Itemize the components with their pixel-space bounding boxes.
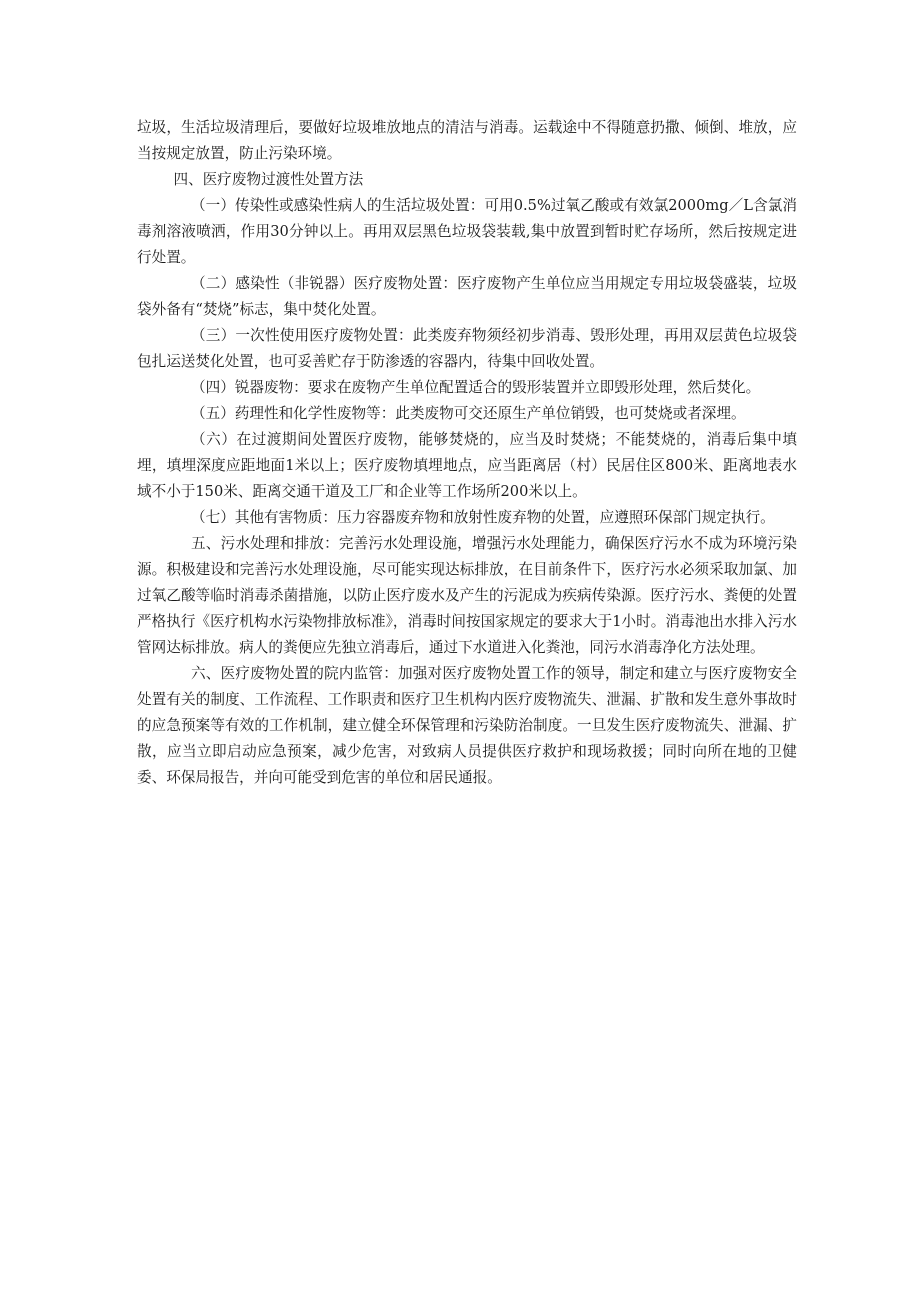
paragraph-item-7: （七）其他有害物质：压力容器废弃物和放射性废弃物的处置，应遵照环保部门规定执行。 xyxy=(191,509,775,526)
paragraph-item-5: （五）药理性和化学性废物等：此类废物可交还原生产单位销毁，也可焚烧或者深埋。 xyxy=(191,405,746,422)
section-heading-4: 四、医疗废物过渡性处置方法 xyxy=(173,171,364,188)
paragraph-item-1: （一）传染性或感染性病人的生活垃圾处置：可用0.5%过氧乙酸或有效氯2000mg／L含氯消毒剂溶液喷洒，作用30分钟以上。再用双层黑色垃圾袋装载,集中放置到暂时贮存场所，然后按规定进行处置。 xyxy=(137,197,797,266)
document-page xyxy=(137,115,797,791)
section-6-supervision: 六、医疗废物处置的院内监管：加强对医疗废物处置工作的领导，制定和建立与医疗废物安全处置有关的制度、工作流程、工作职责和医疗卫生机构内医疗废物流失、泄漏、扩散和发生意外事故时的应急预案等有效的工作机制，建立健全环保管理和污染防治制度。一旦发生医疗废物流失、泄漏、扩散，应当立即启动应急预案，减少危害，对致病人员提供医疗救护和现场救援；同时向所在地的卫健委、环保局报告，并向可能受到危害的单位和居民通报。 xyxy=(137,665,797,786)
paragraph-item-2: （二）感染性（非锐器）医疗废物处置：医疗废物产生单位应当用规定专用垃圾袋盛装，垃圾袋外备有“焚烧”标志，集中焚化处置。 xyxy=(137,275,797,318)
paragraph-item-4: （四）锐器废物：要求在废物产生单位配置适合的毁形装置并立即毁形处理，然后焚化。 xyxy=(191,379,761,396)
section-5-wastewater: 五、污水处理和排放：完善污水处理设施，增强污水处理能力，确保医疗污水不成为环境污染源。积极建设和完善污水处理设施，尽可能实现达标排放，在目前条件下，医疗污水必须采取加氯、加过氧乙酸等临时消毒杀菌措施，以防止医疗废水及产生的污泥成为疾病传染源。医疗污水、粪便的处置严格执行《医疗机构水污染物排放标准》，消毒时间按国家规定的要求大于1小时。消毒池出水排入污水管网达标排放。病人的粪便应先独立消毒后，通过下水道进入化粪池，同污水消毒净化方法处理。 xyxy=(137,535,797,656)
paragraph-item-6: （六）在过渡期间处置医疗废物，能够焚烧的，应当及时焚烧；不能焚烧的，消毒后集中填埋，填埋深度应距地面1米以上；医疗废物填埋地点，应当距离居（村）民居住区800米、距离地表水域不小于150米、距离交通干道及工厂和企业等工作场所200米以上。 xyxy=(137,431,797,500)
paragraph-continuation: 垃圾，生活垃圾清理后，要做好垃圾堆放地点的清洁与消毒。运载途中不得随意扔撒、倾倒、堆放，应当按规定放置，防止污染环境。 xyxy=(137,119,797,162)
paragraph-item-3: （三）一次性使用医疗废物处置：此类废弃物须经初步消毒、毁形处理，再用双层黄色垃圾袋包扎运送焚化处置，也可妥善贮存于防渗透的容器内，待集中回收处置。 xyxy=(137,327,797,370)
